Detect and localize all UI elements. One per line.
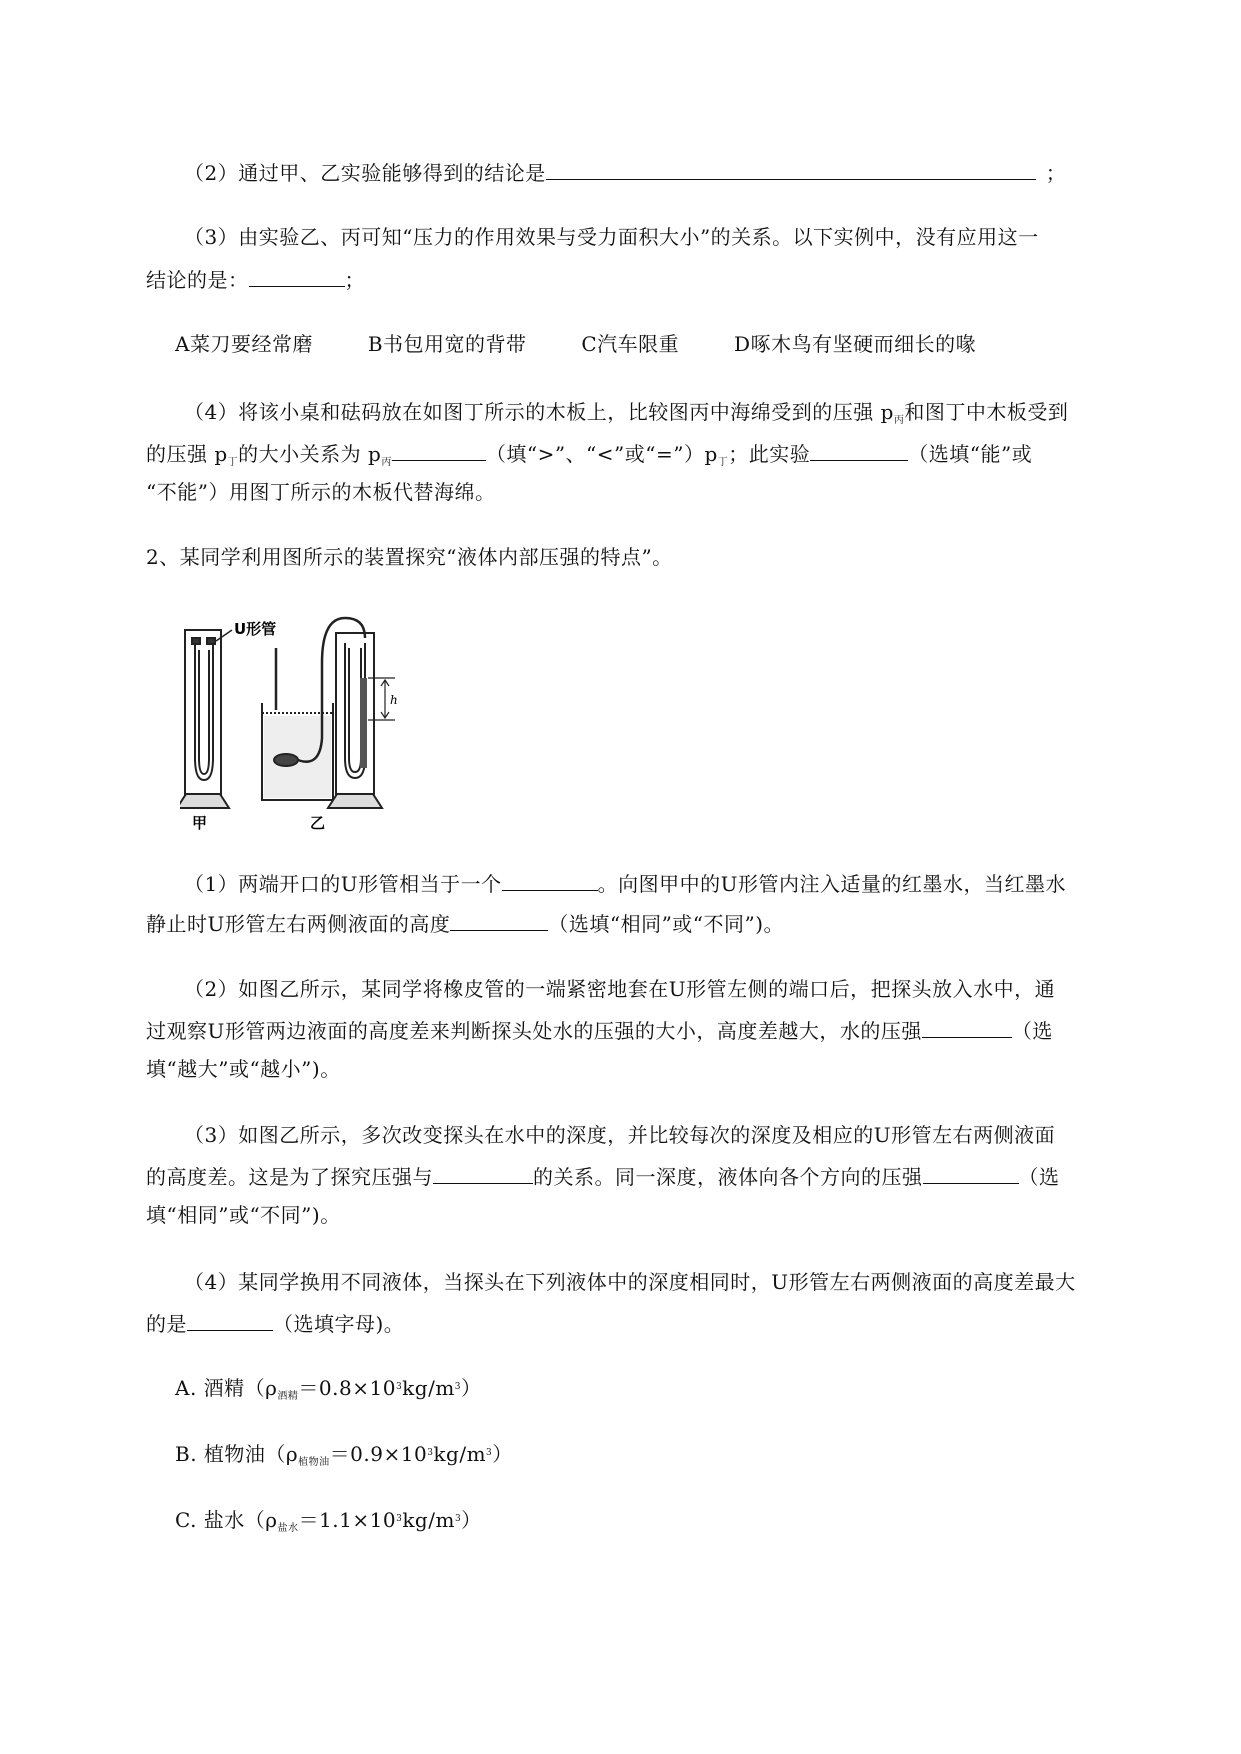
q1-part4-text: ；此实验: [728, 442, 811, 466]
answer-blank[interactable]: [392, 438, 486, 461]
q1-part4-line1: [184, 398, 1068, 435]
q1-part4-line2: [146, 438, 1032, 477]
q2-part1-text: 。向图甲中的U形管内注入适量的红墨水，当红墨水: [597, 872, 1066, 896]
q1-part4-line3: “不能”）用图丁所示的木板代替海绵。: [146, 480, 496, 504]
q1-part4-text: （选填“能”或: [908, 442, 1033, 466]
q2-part3-line1: （3）如图乙所示，多次改变探头在水中的深度，并比较每次的深度及相应的U形管左右两侧液面: [184, 1123, 1056, 1147]
option-a[interactable]: A菜刀要经常磨: [175, 332, 313, 356]
choice-c[interactable]: C. 盐水$(\rho_{盐水}=1.1\times 10^3kg/m^3)$: [175, 1508, 482, 1534]
answer-blank[interactable]: [810, 438, 908, 461]
q2-part4-text: （选填字母)。: [273, 1312, 405, 1336]
answer-blank[interactable]: [922, 1015, 1012, 1038]
q2-part4-line2: [146, 1308, 404, 1338]
option-d[interactable]: D啄木鸟有坚硬而细长的喙: [734, 332, 977, 356]
label-h: h: [390, 693, 398, 707]
answer-blank[interactable]: [502, 868, 598, 891]
q1-part4-text: （4）将该小桌和砝码放在如图丁所示的木板上，比较图丙中海绵受到的压强 p: [184, 400, 894, 424]
q2-part2-line3: 填“越大”或“越小”)。: [146, 1057, 341, 1081]
q2-part3-text: 的高度差。这是为了探究压强与: [146, 1165, 433, 1189]
q2-part4-text: 的是: [146, 1312, 187, 1336]
q1-part3-line1: （3）由实验乙、丙可知“压力的作用效果与受力面积大小”的关系。以下实例中，没有应用这一: [184, 225, 1039, 249]
q2-part4-line1: （4）某同学换用不同液体，当探头在下列液体中的深度相同时，U形管左右两侧液面的高度差最大: [184, 1270, 1076, 1294]
option-c[interactable]: C汽车限重: [581, 332, 680, 356]
q1-part2: [184, 157, 1066, 187]
q2-part1-text: 静止时U形管左右两侧液面的高度: [146, 912, 451, 936]
q1-options: [175, 330, 1024, 358]
u-tube-apparatus-figure: [180, 608, 430, 833]
q2-part1-line2: [146, 908, 784, 938]
q2-part2-text: （选: [1011, 1019, 1053, 1043]
choice-a[interactable]: A. 酒精$(\rho_{酒精}=0.8\times 10^3kg/m^3)$: [175, 1376, 482, 1402]
q1-part4-text: 的大小关系为 p: [238, 442, 382, 466]
choice-b[interactable]: B. 植物油$(\rho_{植物油}=0.9\times 10^3kg/m^3)$: [175, 1442, 513, 1468]
answer-blank[interactable]: [187, 1308, 273, 1331]
q2-part2-line1: （2）如图乙所示，某同学将橡皮管的一端紧密地套在U形管左侧的端口后，把探头放入水中，通: [184, 977, 1056, 1001]
q1-part2-end: ；: [1045, 161, 1067, 185]
q1-part3-line2: [146, 264, 365, 294]
option-b[interactable]: B书包用宽的背带: [367, 332, 527, 356]
answer-blank[interactable]: [249, 264, 345, 287]
q1-part4-text: （填“>”、“<”或“=”）p: [485, 442, 718, 466]
q2-part3-line2: [146, 1161, 1060, 1191]
q2-part3-text: 的关系。同一深度，液体向各个方向的压强: [533, 1165, 923, 1189]
answer-blank[interactable]: [923, 1161, 1019, 1184]
q1-part3-label: 结论的是：: [146, 268, 249, 292]
q2-part2-text: 过观察U形管两边液面的高度差来判断探头处水的压强的大小，高度差越大，水的压强: [146, 1019, 922, 1043]
answer-blank[interactable]: [433, 1161, 533, 1184]
label-yi: 乙: [310, 814, 326, 832]
q2-part3-line3: 填“相同”或“不同”)。: [146, 1203, 341, 1227]
q1-part2-text: （2）通过甲、乙实验能够得到的结论是: [184, 161, 546, 185]
subscript-bing: 丙: [893, 415, 905, 426]
subscript-ding: 丁: [227, 457, 239, 468]
q1-part4-text: 和图丁中木板受到: [904, 400, 1069, 424]
answer-blank[interactable]: [546, 157, 1036, 180]
q2-part1-line1: [184, 868, 1066, 898]
q2-part3-text: （选: [1018, 1165, 1060, 1189]
q2-part1-text: （选填“相同”或“不同”)。: [548, 912, 785, 936]
stand-jia: [185, 630, 221, 795]
q2-part2-line2: [146, 1015, 1053, 1045]
q2-part1-text: （1）两端开口的U形管相当于一个: [184, 872, 502, 896]
q1-part4-text: 的压强 p: [146, 442, 228, 466]
q2-intro: 2、某同学利用图所示的装置探究“液体内部压强的特点”。: [146, 545, 673, 569]
label-jia: 甲: [192, 814, 208, 832]
subscript-ding: 丁: [717, 457, 729, 468]
q1-part3-end: ；: [344, 268, 365, 292]
answer-blank[interactable]: [450, 908, 548, 931]
label-u-tube: U形管: [234, 620, 277, 638]
subscript-bing: 丙: [381, 457, 392, 468]
